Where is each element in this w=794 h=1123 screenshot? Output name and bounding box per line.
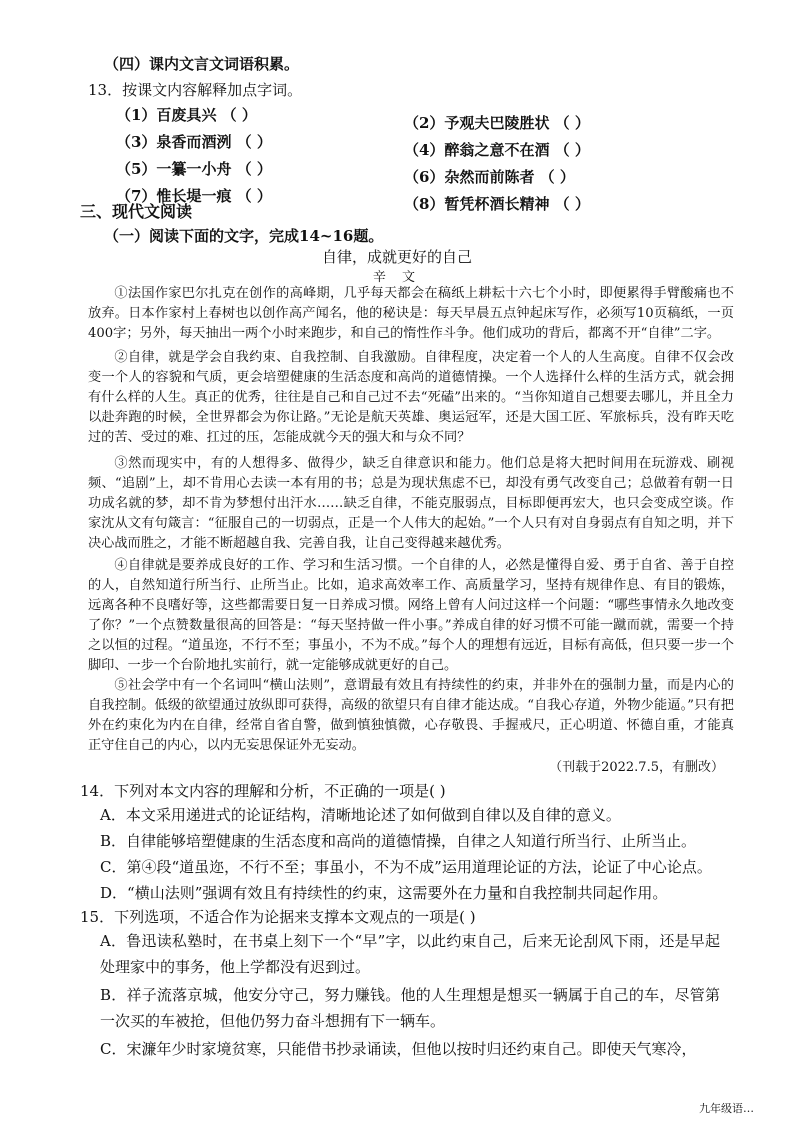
q13-item: （7）惟长堤一痕 （ ） <box>116 187 272 205</box>
paragraph-4: ④自律就是要养成良好的工作、学习和生活习惯。一个自律的人，必然是懂得自爱、勇于自省、善于自控的人，自然知道行所当行、止所当止。比如，追求高效率工作、高质量学习，坚持有规律作息、有目的锻炼，远离各种不良嗜好等，这些都需要日复一日养成习惯。网络上曾有人问过这样一个问题：“哪些事情永久地改变了你？”一个点赞数量很高的回答是：“每天坚持做一件小事。”养成自律的好习惯不可能一蹴而就，需要一个持之以恒的过程。“道虽迩，不行不至；事虽小，不为不成。”每个人的理想有远近，目标有高低，但只要一步一个脚印、一步一个台阶地扎实前行，就一定能够成就更好的自己。 <box>88 558 734 673</box>
passage-intro: （一）阅读下面的文字，完成14~16题。 <box>104 227 384 245</box>
q14-option-b: B．自律能够培塑健康的生活态度和高尚的道德情操，自律之人知道行所当行、止所当止。 <box>100 832 697 850</box>
q13-item: （6）杂然而前陈者 （ ） <box>404 168 575 186</box>
q15-option-a: A．鲁迅读私塾时，在书桌上刻下一个“早”字，以此约束自己，后来无论刮风下雨，还是早起处理家中的事务，他上学都没有迟到过。 <box>100 932 720 976</box>
q15-option-c: C．宋濂年少时家境贫寒，只能借书抄录诵读，但他以按时归还约束自己。即使天气寒冷， <box>100 1040 697 1058</box>
paragraph-2: ②自律，就是学会自我约束、自我控制、自我激励。自律程度，决定着一个人的人生高度。自律不仅会改变一个人的容貌和气质，更会培塑健康的生活态度和高尚的道德情操。一个人选择什么样的生活方式，就会拥有什么样的人生。真正的优秀，往往是自己和自己过不去“死磕”出来的。“当你知道自己想要去哪儿，并且全力以赴奔跑的时候，全世界都会为你让路。”无论是航天英雄、奥运冠军，还是大国工匠、军旅标兵，没有昨天吃过的苦、受过的难、扛过的压，怎能成就今天的强大和与众不同？ <box>88 350 734 445</box>
q14-option-c: C．第④段“道虽迩，不行不至；事虽小，不为不成”运用道理论证的方法，论证了中心论点。 <box>100 858 712 876</box>
section4-heading: （四）课内文言文词语积累。 <box>104 55 300 73</box>
article-author: 辛 文 <box>372 270 422 285</box>
paragraph-5: ⑤社会学中有一个名词叫“横山法则”，意谓最有效且有持续性的约束，并非外在的强制力量，而是内心的自我控制。低级的欲望通过放纵即可获得，高级的欲望只有自律才能达成。“自我心存道，外物少能逼。”只有把外在约束化为内在自律，经常自省自警，做到慎独慎微，心存敬畏、手握戒尺，正心明道、怀德自重，才能真正守住自己的内心，以内无妄思保证外无妄动。 <box>88 678 734 753</box>
q13-item: （3）泉香而酒洌 （ ） <box>116 133 272 151</box>
section3-heading: 三、现代文阅读 <box>80 202 193 221</box>
paragraph-1: ①法国作家巴尔扎克在创作的高峰期，几乎每天都会在稿纸上耕耘十六七个小时，即便累得手臂酸痛也不放弃。日本作家村上春树也以创作高产闻名，他的秘诀是：每天早晨五点钟起床写作，必须写10页稿纸，一页400字；另外，每天抽出一两个小时来跑步，和自己的惰性作斗争。他们成功的背后，都离不开“自律”二字。 <box>88 286 734 341</box>
article-title: 自律，成就更好的自己 <box>321 248 472 266</box>
q13-item: （2）予观夫巴陵胜状 （ ） <box>404 114 590 132</box>
q14-stem: 14．下列对本文内容的理解和分析，不正确的一项是( ) <box>80 782 446 800</box>
paragraph-3: ③然而现实中，有的人想得多、做得少，缺乏自律意识和能力。他们总是将大把时间用在玩游戏、刷视频、“追剧”上，却不肯用心去读一本有用的书；总是为现状焦虑不已，却没有勇气改变自己；总做着有朝一日功成名就的梦，却不肯为梦想付出汗水……缺乏自律，不能克服弱点，目标即便再宏大，也只会变成空谈。作家沈从文有句箴言：“征服自己的一切弱点，正是一个人伟大的起始。”一个人只有对自身弱点有自知之明，并下决心战而胜之，才能不断超越自我、完善自我，让自己变得越来越优秀。 <box>88 456 734 551</box>
q14-option-d: D．“横山法则”强调有效且有持续性的约束，这需要外在力量和自我控制共同起作用。 <box>100 884 668 902</box>
source-note: （刊载于2022.7.5，有删改） <box>549 760 724 775</box>
page-footer: 九年级语… <box>699 1102 754 1115</box>
q13-item: （5）一纂一小舟 （ ） <box>116 160 272 178</box>
q14-option-a: A．本文采用递进式的论证结构，清晰地论述了如何做到自律以及自律的意义。 <box>100 806 621 824</box>
q15-stem: 15．下列选项，不适合作为论据来支撑本文观点的一项是( ) <box>80 908 476 926</box>
q13-item: （1）百废具兴 （ ） <box>116 106 257 124</box>
q13-item: （4）醉翁之意不在酒 （ ） <box>404 141 590 159</box>
q15-option-b: B．祥子流落京城，他安分守己，努力赚钱。他的人生理想是想买一辆属于自己的车，尽管第一次买的车被抢，但他仍努力奋斗想拥有下一辆车。 <box>100 986 720 1030</box>
q13-item: （8）暂凭杯酒长精神 （ ） <box>404 195 590 213</box>
q13-stem: 13．按课文内容解释加点字词。 <box>88 81 303 99</box>
